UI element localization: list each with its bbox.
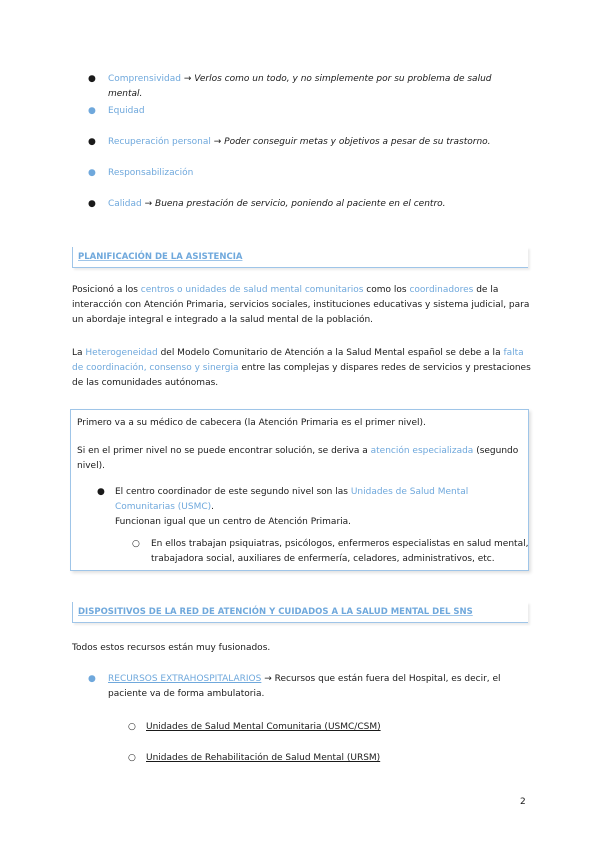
highlight: centros o unidades de salud mental comunitarios [140,285,364,295]
bullet-dot: ● [88,199,96,209]
text: La [72,348,86,358]
arrow: → [210,137,225,147]
link-recursos-extrahospitalarios[interactable]: RECURSOS EXTRAHOSPITALARIOS [108,674,262,684]
highlight: falta [503,348,524,358]
text: entre las complejas y dispares redes de servicios y prestaciones [238,363,531,373]
sub-bullet-circle: ○ [132,539,140,549]
bullet-dot: ● [88,137,96,147]
text: paciente va de forma ambulatoria. [108,689,265,699]
callout-paragraph [77,444,517,474]
list-item-equidad [108,104,145,119]
callout-bullet [115,485,515,530]
text: (segundo [473,446,519,456]
term-recuperacion: Recuperación personal [108,137,211,147]
link-usmc-csm[interactable]: Unidades de Salud Mental Comunitaria (USMC/CSM) [146,722,381,732]
text: nivel). [77,461,105,471]
desc: Buena prestación de servicio, poniendo al paciente en el centro. [155,199,446,209]
text: como los [363,285,410,295]
list-item-extrahospitalarios [108,672,528,702]
text: Si en el primer nivel no se puede encontrar solución, se deriva a [77,446,371,456]
text: En ellos trabajan psiquiatras, psicólogos, enfermeros especialistas en salud mental, [151,539,529,549]
list-item-recuperacion [108,135,528,150]
paragraph-posiciono [72,283,532,328]
page-number: 2 [520,797,526,807]
highlight: atención especializada [370,446,474,456]
desc: Poder conseguir metas y objetivos a pesar de su trastorno. [224,137,491,147]
list-item-comprensividad [108,72,528,102]
bullet-dot: ● [88,74,96,84]
bullet-dot: ● [97,487,105,497]
paragraph-intro: Todos estos recursos están muy fusionados. [72,643,271,653]
list-item-responsabilizacion [108,166,193,181]
text: Recursos que están fuera del Hospital, es decir, el [274,674,501,684]
term-comprensividad: Comprensividad [108,74,181,84]
sub-bullet-circle: ○ [128,722,136,732]
section-heading-planificacion [72,247,528,268]
desc: Verlos como un todo, y no simplemente por su problema de salud [194,74,492,84]
text: interacción con Atención Primaria, servicios sociales, instituciones educativas y sistema judicial, para [72,300,530,310]
section-heading-dispositivos [72,602,528,623]
bullet-dot: ● [88,674,96,684]
arrow: → [180,74,195,84]
section-heading-text: DISPOSITIVOS DE LA RED DE ATENCIÓN Y CUIDADOS A LA SALUD MENTAL DEL SNS [78,607,473,617]
list-item-calidad [108,197,446,212]
highlight: Heterogeneidad [85,348,158,358]
section-heading-text: PLANIFICACIÓN DE LA ASISTENCIA [78,252,243,262]
sub-bullet-circle: ○ [128,753,136,763]
arrow: → [261,674,275,684]
term-equidad: Equidad [108,106,145,116]
text: El centro coordinador de este segundo nivel son las [115,487,351,497]
paragraph-heterogeneidad [72,346,532,391]
arrow: → [141,199,156,209]
bullet-dot: ● [88,168,96,178]
text: trabajadora social, auxiliares de enfermería, celadores, administrativos, etc. [151,554,495,564]
highlight: de coordinación, consenso y sinergia [72,363,239,373]
bullet-dot: ● [88,106,96,116]
text: un abordaje integral e integrado a la salud mental de la población. [72,315,374,325]
callout-box [70,409,529,571]
text: de la [473,285,499,295]
text: . [211,502,215,512]
text: Funcionan igual que un centro de Atención Primaria. [115,517,352,527]
text: Posicionó a los [72,285,141,295]
term-calidad: Calidad [108,199,142,209]
text: de las comunidades autónomas. [72,378,219,388]
highlight: Unidades de Salud Mental [350,487,469,497]
link-ursm[interactable]: Unidades de Rehabilitación de Salud Mental (URSM) [146,753,381,763]
desc-cont: mental. [108,89,143,99]
highlight: Comunitarias (USMC) [115,502,212,512]
term-responsabilizacion: Responsabilización [108,168,194,178]
text: del Modelo Comunitario de Atención a la Salud Mental español se debe a la [157,348,504,358]
callout-line: Primero va a su médico de cabecera (la Atención Primaria es el primer nivel). [77,418,426,428]
highlight: coordinadores [409,285,474,295]
callout-subbullet [151,537,529,567]
